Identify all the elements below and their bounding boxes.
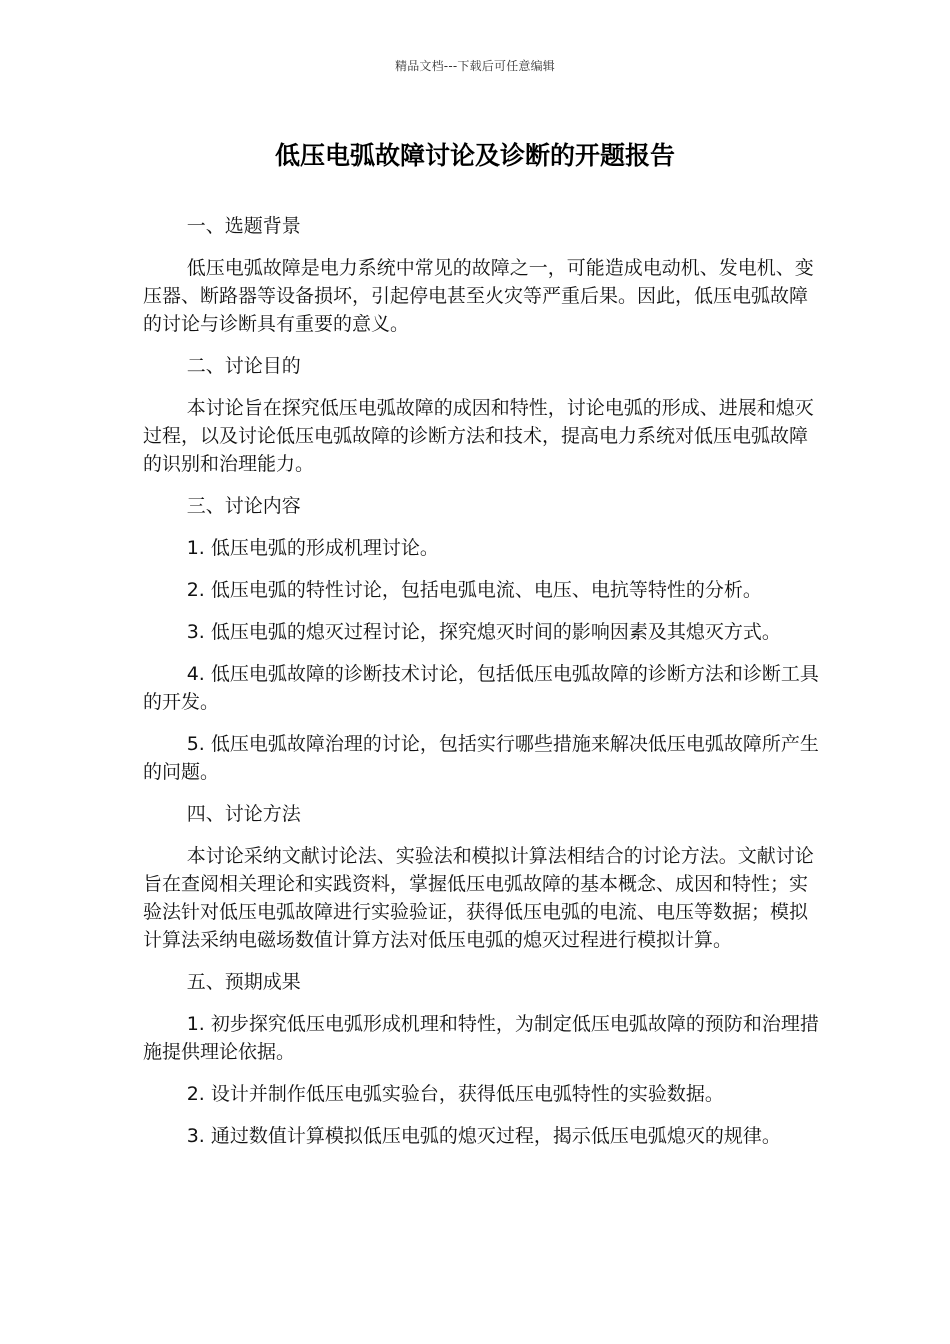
- list-item: 3. 通过数值计算模拟低压电弧的熄灭过程，揭示低压电弧熄灭的规律。: [186, 1125, 781, 1147]
- list-item: 3. 低压电弧的熄灭过程讨论，探究熄灭时间的影响因素及其熄灭方式。: [186, 621, 781, 643]
- list-item: 1. 低压电弧的形成机理讨论。: [186, 537, 439, 559]
- section-heading: 一、选题背景: [186, 215, 301, 237]
- list-item: 2. 设计并制作低压电弧实验台，获得低压电弧特性的实验数据。: [186, 1083, 724, 1105]
- document-body: [143, 212, 823, 1164]
- section-outcomes: [143, 968, 823, 1150]
- list-item: 4. 低压电弧故障的诊断技术讨论，包括低压电弧故障的诊断方法和诊断工具的开发。: [143, 663, 819, 713]
- section-heading: 五、预期成果: [186, 971, 301, 993]
- section-methods: [143, 800, 823, 954]
- list-item: 1. 初步探究低压电弧形成机理和特性，为制定低压电弧故障的预防和治理措施提供理论依据。: [143, 1013, 819, 1063]
- section-heading: 二、讨论目的: [186, 355, 301, 377]
- paragraph: 本讨论采纳文献讨论法、实验法和模拟计算法相结合的讨论方法。文献讨论旨在查阅相关理论和实践资料，掌握低压电弧故障的基本概念、成因和特性；实验法针对低压电弧故障进行实验验证，获得低压电弧的电流、电压等数据；模拟计算法采纳电磁场数值计算方法对低压电弧的熄灭过程进行模拟计算。: [143, 845, 814, 951]
- list-item: 2. 低压电弧的特性讨论，包括电弧电流、电压、电抗等特性的分析。: [186, 579, 762, 601]
- section-background: [143, 212, 823, 338]
- header-note: 精品文档---下载后可任意编辑: [395, 59, 555, 73]
- section-content: [143, 492, 823, 786]
- list-item: 5. 低压电弧故障治理的讨论，包括实行哪些措施来解决低压电弧故障所产生的问题。: [143, 733, 819, 783]
- paragraph: 本讨论旨在探究低压电弧故障的成因和特性，讨论电弧的形成、进展和熄灭过程，以及讨论低压电弧故障的诊断方法和技术，提高电力系统对低压电弧故障的识别和治理能力。: [143, 397, 814, 475]
- paragraph: 低压电弧故障是电力系统中常见的故障之一，可能造成电动机、发电机、变压器、断路器等设备损坏，引起停电甚至火灾等严重后果。因此，低压电弧故障的讨论与诊断具有重要的意义。: [143, 257, 814, 335]
- document-title: 低压电弧故障讨论及诊断的开题报告: [274, 141, 675, 170]
- section-purpose: [143, 352, 823, 478]
- section-heading: 四、讨论方法: [186, 803, 301, 825]
- section-heading: 三、讨论内容: [186, 495, 301, 517]
